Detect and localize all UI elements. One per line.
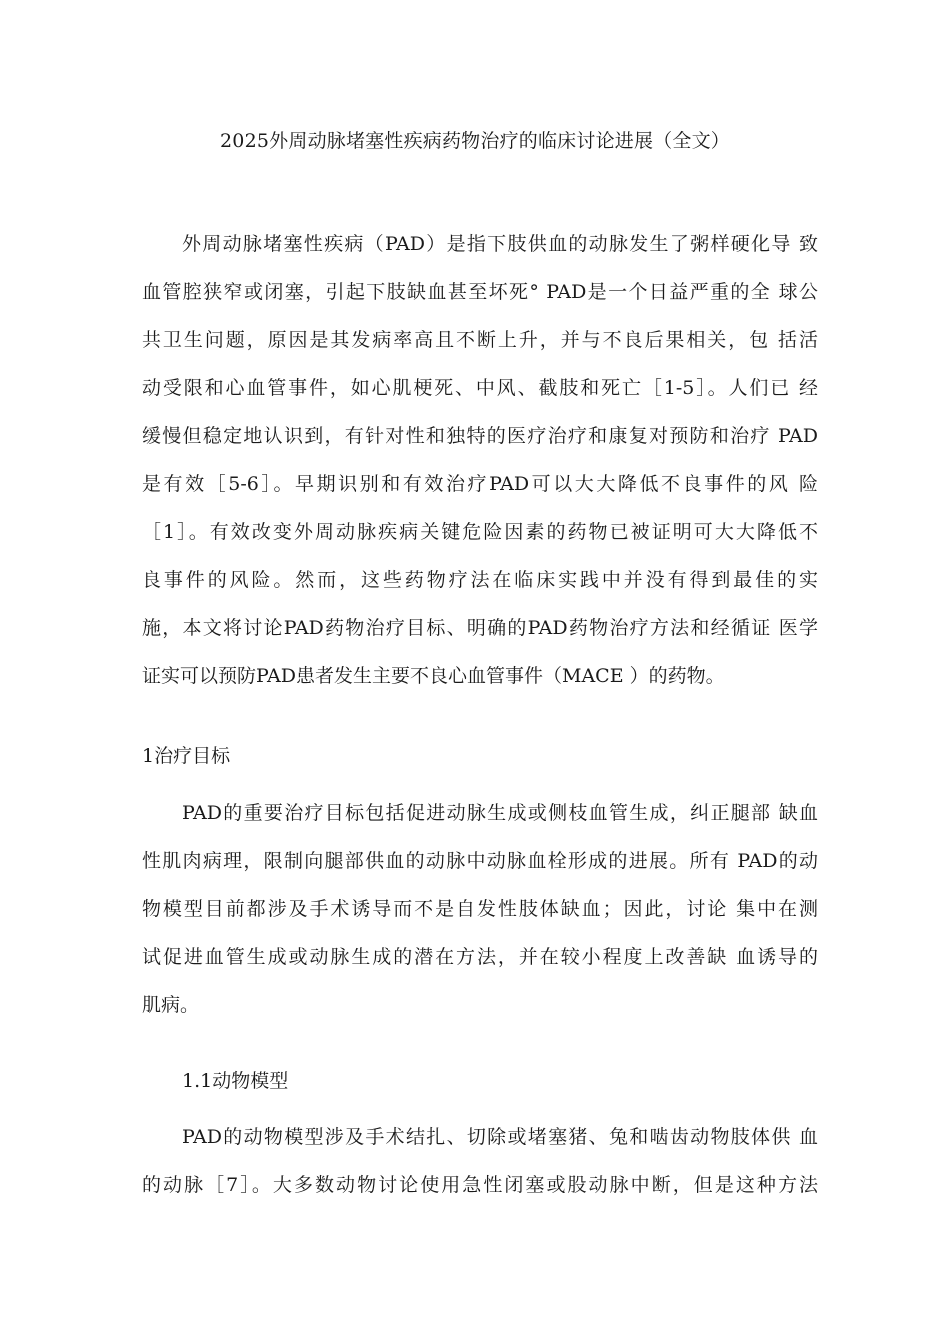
text-line: 证实可以预防PAD患者发生主要不良心血管事件（MACE ）的药物。: [142, 665, 725, 687]
text-line: 缓慢但稳定地认识到，有针对性和独特的医疗治疗和康复对预防和治疗 PAD: [142, 425, 818, 447]
text-line: 外周动脉堵塞性疾病（PAD）是指下肢供血的动脉发生了粥样硬化导 致: [182, 233, 818, 255]
text-line: 动受限和心血管事件，如心肌梗死、中风、截肢和死亡［1-5］。人们已 经: [142, 377, 818, 399]
text-line: 施，本文将讨论PAD药物治疗目标、明确的PAD药物治疗方法和经循证 医学: [142, 617, 818, 639]
text-line: 试促进血管生成或动脉生成的潜在方法，并在较小程度上改善缺 血诱导的: [142, 946, 818, 968]
paragraph-intro: [142, 220, 818, 700]
text-line: 性肌肉病理，限制向腿部供血的动脉中动脉血栓形成的进展。所有 PAD的动: [142, 850, 818, 872]
text-line: 良事件的风险。然而，这些药物疗法在临床实践中并没有得到最佳的实: [142, 569, 818, 591]
paragraph-animal-models: [142, 1113, 818, 1209]
section-heading-treatment-goals: 1治疗目标: [142, 745, 231, 767]
text-line: PAD的动物模型涉及手术结扎、切除或堵塞猪、兔和啮齿动物肢体供 血: [182, 1126, 818, 1148]
text-line: PAD的重要治疗目标包括促进动脉生成或侧枝血管生成，纠正腿部 缺血: [182, 802, 818, 824]
text-line: 是有效［5-6］。早期识别和有效治疗PAD可以大大降低不良事件的风 险: [142, 473, 818, 495]
text-line: ［1］。有效改变外周动脉疾病关键危险因素的药物已被证明可大大降低不: [142, 521, 818, 543]
text-line: 肌病。: [142, 994, 200, 1016]
document-title: 2025外周动脉堵塞性疾病药物治疗的临床讨论进展（全文）: [220, 130, 730, 152]
text-line: 共卫生问题，原因是其发病率高且不断上升，并与不良后果相关，包 括活: [142, 329, 818, 351]
text-line: 的动脉［7］。大多数动物讨论使用急性闭塞或股动脉中断，但是这种方法: [142, 1174, 818, 1196]
subsection-heading-animal-models: 1.1动物模型: [182, 1070, 289, 1092]
paragraph-treatment-goals: [142, 789, 818, 1029]
text-line: 物模型目前都涉及手术诱导而不是自发性肢体缺血；因此，讨论 集中在测: [142, 898, 818, 920]
text-line: 血管腔狭窄或闭塞，引起下肢缺血甚至坏死° PAD是一个日益严重的全 球公: [142, 281, 818, 303]
